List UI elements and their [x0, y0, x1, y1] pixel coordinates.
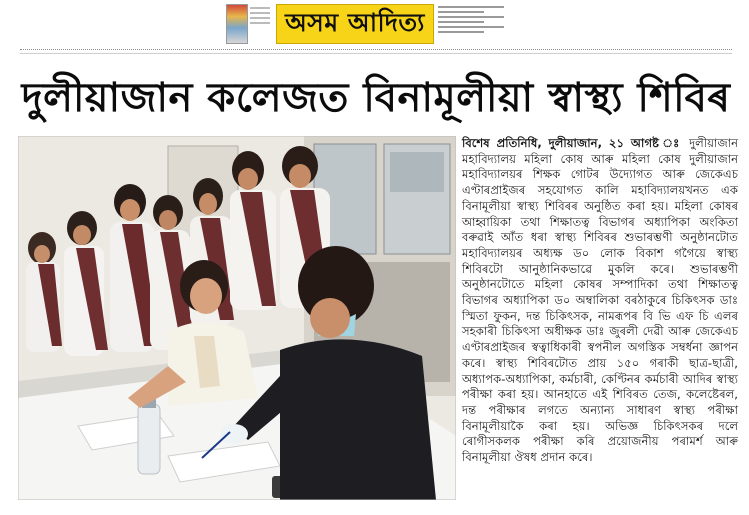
newspaper-title: অসম আদিত্য — [285, 7, 425, 37]
masthead-info-block — [438, 6, 504, 44]
masthead-divider — [20, 49, 732, 50]
newspaper-masthead — [226, 2, 504, 46]
masthead-divider-2 — [20, 53, 732, 54]
article-body — [462, 136, 738, 508]
masthead-title-box — [276, 4, 434, 44]
article-dateline: বিশেষ প্ৰতিনিধি, দুলীয়াজান, ২১ আগষ্ট ঃ — [462, 136, 690, 150]
article-headline: দুলীয়াজান কলেজত বিনামূলীয়া স্বাস্থ্য শিবিৰ — [21, 75, 731, 121]
masthead-thumbnail-image — [226, 4, 248, 44]
article-paragraph — [462, 136, 738, 466]
masthead-small-emblem — [250, 4, 272, 44]
article-photo — [18, 136, 456, 500]
article-text: দুলীয়াজান মহাবিদ্যালয় মহিলা কোষ আৰু মহিলা কোষ দুলীয়াজান মহাবিদ্যালয়ৰ শিক্ষক গোটৰ উদ্যোগত আৰু জেকেএচ এণ্টাৰপ্ৰাইজৰ সহযোগত কালি মহাবিদ্যালয়খনত এক বিনামূলীয়া স্বাস্থ্য শিবিৰৰ অনুষ্ঠিত কৰা হয়। মহিলা কোষৰ আহ্বায়িকা তথা শিক্ষাতত্ব বিভাগৰ অধ্যাপিকা অংকিতা বৰুৱাই আঁত ধৰা স্বাস্থ্য শিবিৰৰ শুভাৰম্ভণী অনুষ্ঠানটোত মহাবিদ্যালয়ৰ অধ্যক্ষ ড০ লোক বিকাশ গগৈয়ে স্বাস্থ্য শিবিৰটো আনুষ্ঠানিকভাৱে মুকলি কৰে। শুভাৰম্ভণী অনুষ্ঠানটোতে মহিলা কোষৰ সম্পাদিকা তথা শিক্ষাতত্ব বিভাগৰ অধ্যাপিকা ড০ অম্বালিকা বৰঠাকুৰে চিকিৎসক ডাঃ স্মিতা ফুকন, দন্ত চিকিৎসক, নামৰূপৰ বি ভি এফ চি এলৰ সহকাৰী চিকিৎসা অধীক্ষক ডাঃ জুৰলী দেৱী আৰু জেকেএচ এণ্টাৰপ্ৰাইজৰ স্বত্বাধিকাৰী স্বপনীল অগস্তিক সম্বৰ্ধনা জ্ঞাপন কৰে। স্বাস্থ্য শিবিৰটোত প্ৰায় ১৫০ গৰাকী ছাত্ৰ-ছাত্ৰী, অধ্যাপক-অধ্যাপিকা, কৰ্মচাৰী, কেণ্টিনৰ কৰ্মচাৰী আদিৰ স্বাস্থ্য পৰীক্ষা কৰা হয়। আনহাতে এই শিবিৰত তেজ, কলেষ্টেৰল, দন্ত পৰীক্ষাৰ লগতে অন্যান্য সাধাৰণ স্বাস্থ্য পৰীক্ষা বিনামূলীয়াকৈ কৰা হয়। অভিজ্ঞ চিকিৎসকৰ দলে ৰোগীসকলক পৰীক্ষা কৰি প্ৰয়োজনীয় পৰামৰ্শ আৰু বিনামূলীয়া ঔষধ প্ৰদান কৰে। — [462, 136, 738, 465]
